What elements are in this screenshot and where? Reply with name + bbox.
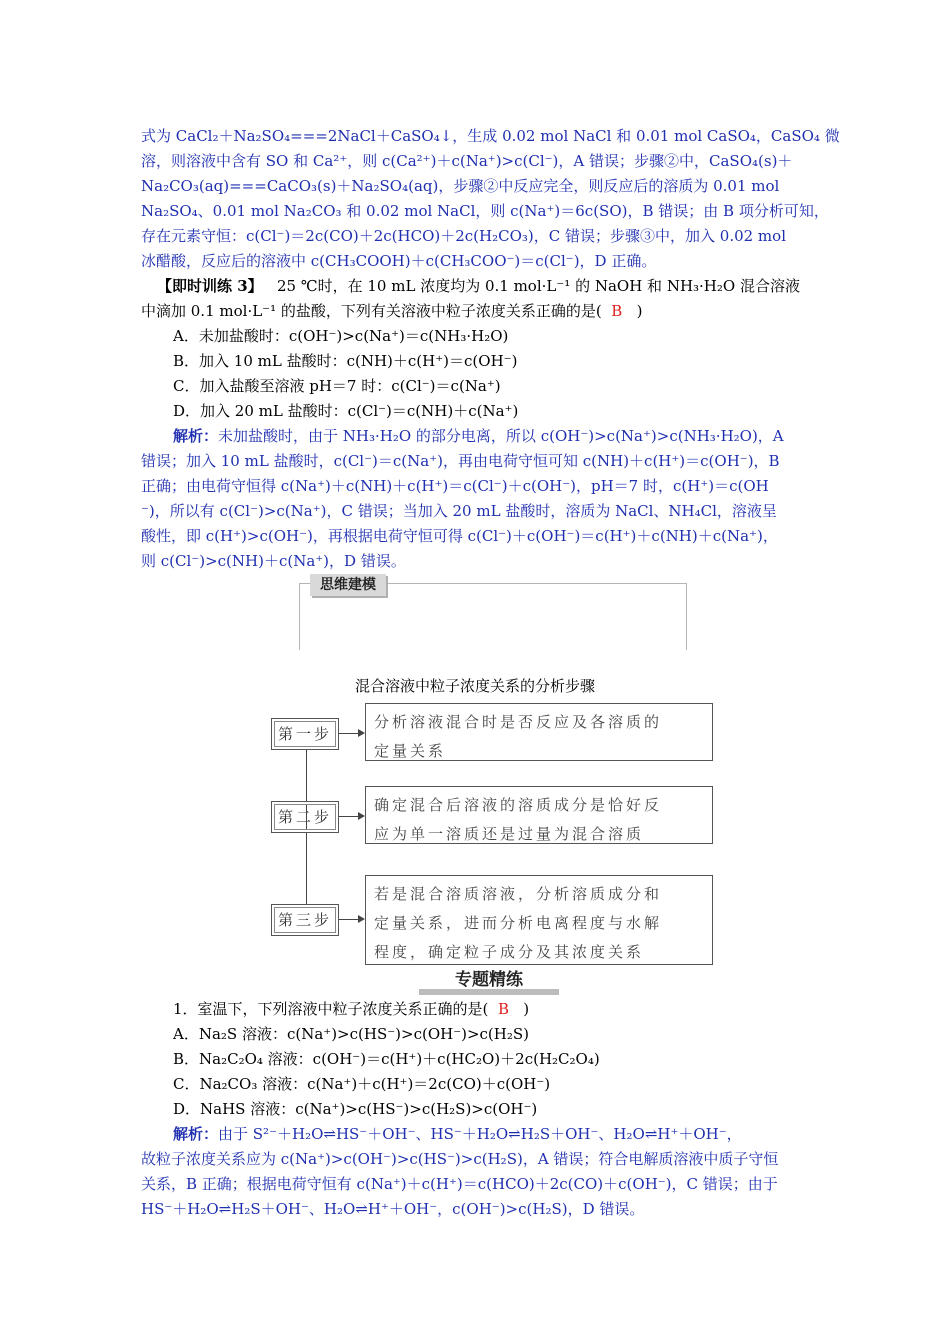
- option-a: A．未加盐酸时：c(OH⁻)>c(Na⁺)＝c(NH₃·H₂O): [173, 327, 509, 345]
- analysis-line: 则 c(Cl⁻)>c(NH)＋c(Na⁺)，D 错误。: [141, 552, 406, 570]
- option-d: D．NaHS 溶液：c(Na⁺)>c(HS⁻)>c(H₂S)>c(OH⁻): [173, 1100, 538, 1118]
- description-line: 分析溶液混合时是否反应及各溶质的: [374, 713, 663, 731]
- analysis-label: 解析：: [173, 1125, 219, 1143]
- analysis-line: 错误；加入 10 mL 盐酸时，c(Cl⁻)＝c(Na⁺)，再由电荷守恒可知 c(NH)＋c(H⁺)＝c(OH⁻)，B: [141, 452, 780, 470]
- question-text: 1．室温下，下列溶液中粒子浓度关系正确的是(: [173, 1000, 489, 1018]
- analysis-line: 酸性，即 c(H⁺)>c(OH⁻)，再根据电荷守恒可得 c(Cl⁻)＋c(OH⁻)＝c(H⁺)＋c(NH)＋c(Na⁺)，: [141, 527, 778, 545]
- flow-title: 混合溶液中粒子浓度关系的分析步骤: [355, 677, 596, 695]
- option-c: C．Na₂CO₃ 溶液：c(Na⁺)＋c(H⁺)＝2c(CO)＋c(OH⁻): [173, 1075, 551, 1093]
- analysis-text: 由于 S²⁻＋H₂O⇌HS⁻＋OH⁻、HS⁻＋H₂O⇌H₂S＋OH⁻、H₂O⇌H⁺＋OH⁻，: [218, 1125, 742, 1143]
- question-line: [141, 301, 642, 321]
- training-label: 【即时训练 3】: [157, 277, 263, 295]
- analysis-line: Na₂SO₄、0.01 mol Na₂CO₃ 和 0.02 mol NaCl，则 c(Na⁺)＝6c(SO)，B 错误；由 B 项分析可知，: [141, 202, 829, 220]
- description-line: 程度，确定粒子成分及其浓度关系: [374, 943, 645, 961]
- option-c: C．加入盐酸至溶液 pH＝7 时：c(Cl⁻)＝c(Na⁺): [173, 377, 501, 395]
- special-practice-header: [419, 968, 559, 994]
- question-line: [173, 999, 529, 1019]
- step-three-description: [365, 875, 713, 965]
- analysis-line: 故粒子浓度关系应为 c(Na⁺)>c(OH⁻)>c(HS⁻)>c(H₂S)，A 错误；符合电解质溶液中质子守恒: [141, 1150, 779, 1168]
- analysis-line: HS⁻＋H₂O⇌H₂S＋OH⁻、H₂O⇌H⁺＋OH⁻，c(OH⁻)>c(H₂S)，D 错误。: [141, 1200, 645, 1218]
- answer-mark: B: [611, 302, 623, 320]
- description-line: 应为单一溶质还是过量为混合溶质: [374, 825, 645, 843]
- description-line: 确定混合后溶液的溶质成分是恰好反: [374, 796, 663, 814]
- description-line: 定量关系，进而分析电离程度与水解: [374, 914, 663, 932]
- answer-mark: B: [497, 1000, 509, 1018]
- arrow-right-icon: [339, 733, 363, 734]
- description-line: 定量关系: [374, 742, 447, 760]
- option-d: D．加入 20 mL 盐酸时：c(Cl⁻)＝c(NH)＋c(Na⁺): [173, 402, 519, 420]
- analysis-line: 存在元素守恒：c(Cl⁻)＝2c(CO)＋2c(HCO)＋2c(H₂CO₃)，C 错误；步骤③中，加入 0.02 mol: [141, 227, 786, 245]
- step-two-box: 第二步: [271, 801, 339, 833]
- analysis-line: 冰醋酸，反应后的溶液中 c(CH₃COOH)＋c(CH₃COO⁻)＝c(Cl⁻)，D 正确。: [141, 252, 657, 270]
- analysis-line: [173, 426, 784, 446]
- step-one-description: [365, 703, 713, 761]
- analysis-text: 未加盐酸时，由于 NH₃·H₂O 的部分电离，所以 c(OH⁻)>c(Na⁺)>c(NH₃·H₂O)，A: [218, 427, 784, 445]
- description-line: 若是混合溶质溶液，分析溶质成分和: [374, 885, 663, 903]
- analysis-line: 关系，B 正确；根据电荷守恒有 c(Na⁺)＋c(H⁺)＝c(HCO)＋2c(CO)＋c(OH⁻)，C 错误；由于: [141, 1175, 778, 1193]
- analysis-label: 解析：: [173, 427, 219, 445]
- question-text: ): [523, 1000, 530, 1018]
- step-one-box: 第一步: [271, 718, 339, 750]
- step-two-description: [365, 786, 713, 844]
- thinking-model-tab: 思维建模: [310, 574, 386, 596]
- analysis-line: Na₂CO₃(aq)===CaCO₃(s)＋Na₂SO₄(aq)，步骤②中反应完全，则反应后的溶质为 0.01 mol: [141, 177, 780, 195]
- analysis-line: ⁻)，所以有 c(Cl⁻)>c(Na⁺)，C 错误；当加入 20 mL 盐酸时，溶质为 NaCl、NH₄Cl，溶液呈: [141, 502, 777, 520]
- option-b: B．加入 10 mL 盐酸时：c(NH)＋c(H⁺)＝c(OH⁻): [173, 352, 518, 370]
- option-b: B．Na₂C₂O₄ 溶液：c(OH⁻)＝c(H⁺)＋c(HC₂O)＋2c(H₂C₂O₄): [173, 1050, 600, 1068]
- question-line: [157, 276, 800, 296]
- section-title: 专题精练: [455, 970, 523, 990]
- step-three-box: 第三步: [271, 904, 339, 936]
- analysis-line: 式为 CaCl₂＋Na₂SO₄===2NaCl＋CaSO₄↓，生成 0.02 mol NaCl 和 0.01 mol CaSO₄，CaSO₄ 微: [141, 127, 840, 145]
- arrow-right-icon: [339, 919, 363, 920]
- question-text: ): [636, 302, 643, 320]
- analysis-line: [173, 1124, 742, 1144]
- analysis-line: 溶，则溶液中含有 SO 和 Ca²⁺，则 c(Ca²⁺)＋c(Na⁺)>c(Cl⁻)，A 错误；步骤②中，CaSO₄(s)＋: [141, 152, 793, 170]
- arrow-right-icon: [339, 816, 363, 817]
- analysis-line: 正确；由电荷守恒得 c(Na⁺)＋c(NH)＋c(H⁺)＝c(Cl⁻)＋c(OH⁻)，pH＝7 时，c(H⁺)＝c(OH: [141, 477, 769, 495]
- question-text: 25 ℃时，在 10 mL 浓度均为 0.1 mol·L⁻¹ 的 NaOH 和 NH₃·H₂O 混合溶液: [276, 277, 800, 295]
- option-a: A．Na₂S 溶液：c(Na⁺)>c(HS⁻)>c(OH⁻)>c(H₂S): [173, 1025, 530, 1043]
- question-text: 中滴加 0.1 mol·L⁻¹ 的盐酸，下列有关溶液中粒子浓度关系正确的是(: [141, 302, 602, 320]
